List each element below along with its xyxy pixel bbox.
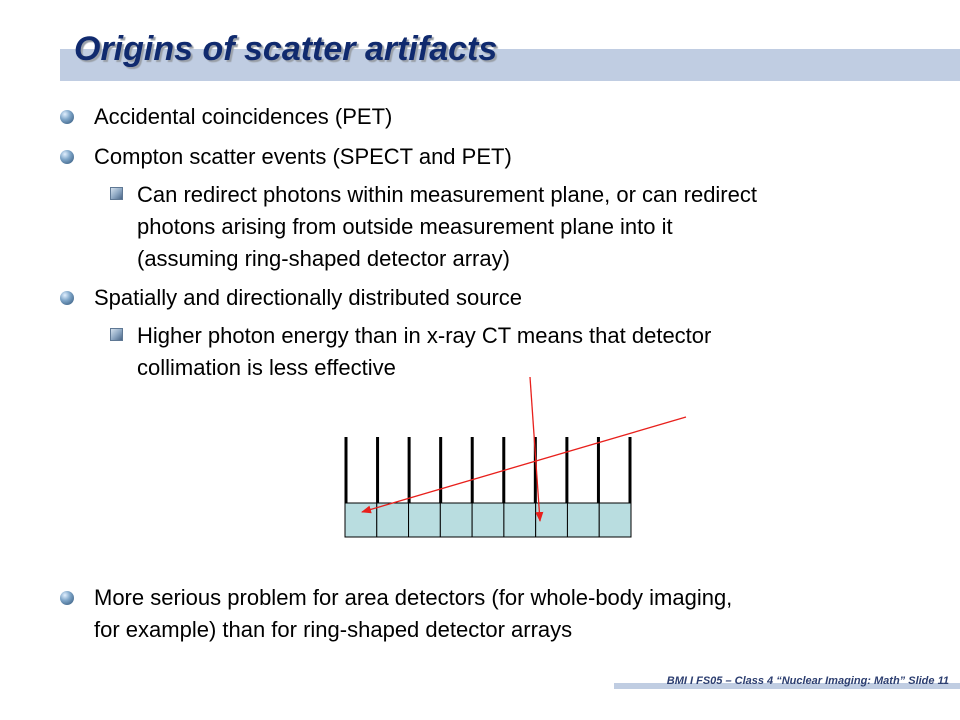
detector-cell	[377, 503, 409, 537]
detector-cell	[440, 503, 472, 537]
bullet-text-line: Higher photon energy than in x-ray CT means that detector	[137, 323, 712, 348]
detector-cell	[567, 503, 599, 537]
bullet-sphere-icon	[60, 591, 74, 605]
bullet-text-line: (assuming ring-shaped detector array)	[137, 246, 510, 271]
detector-cell	[599, 503, 631, 537]
bullet-text-line: Spatially and directionally distributed source	[94, 285, 523, 310]
detector-cell	[409, 503, 441, 537]
bullet-text-line: for example) than for ring-shaped detector arrays	[94, 617, 573, 642]
detector-cell	[504, 503, 536, 537]
bullet-text-line: Compton scatter events (SPECT and PET)	[94, 144, 512, 169]
bullet-text-line: Can redirect photons within measurement plane, or can redirect	[137, 182, 757, 207]
slide-title: Origins of scatter artifacts	[74, 30, 498, 68]
bullet-text-line: More serious problem for area detectors (for whole-body imaging,	[94, 585, 733, 610]
bullet-text-line: Accidental coincidences (PET)	[94, 104, 393, 129]
detector-cell	[345, 503, 377, 537]
detector-cell	[472, 503, 504, 537]
bullet-text-line: photons arising from outside measurement plane into it	[137, 214, 673, 239]
slide-footer: BMI I FS05 – Class 4 “Nuclear Imaging: Math” Slide 11	[666, 675, 949, 687]
detector-array	[345, 503, 631, 537]
bullet-text-line: collimation is less effective	[137, 355, 396, 380]
collimator-septa	[346, 437, 630, 503]
